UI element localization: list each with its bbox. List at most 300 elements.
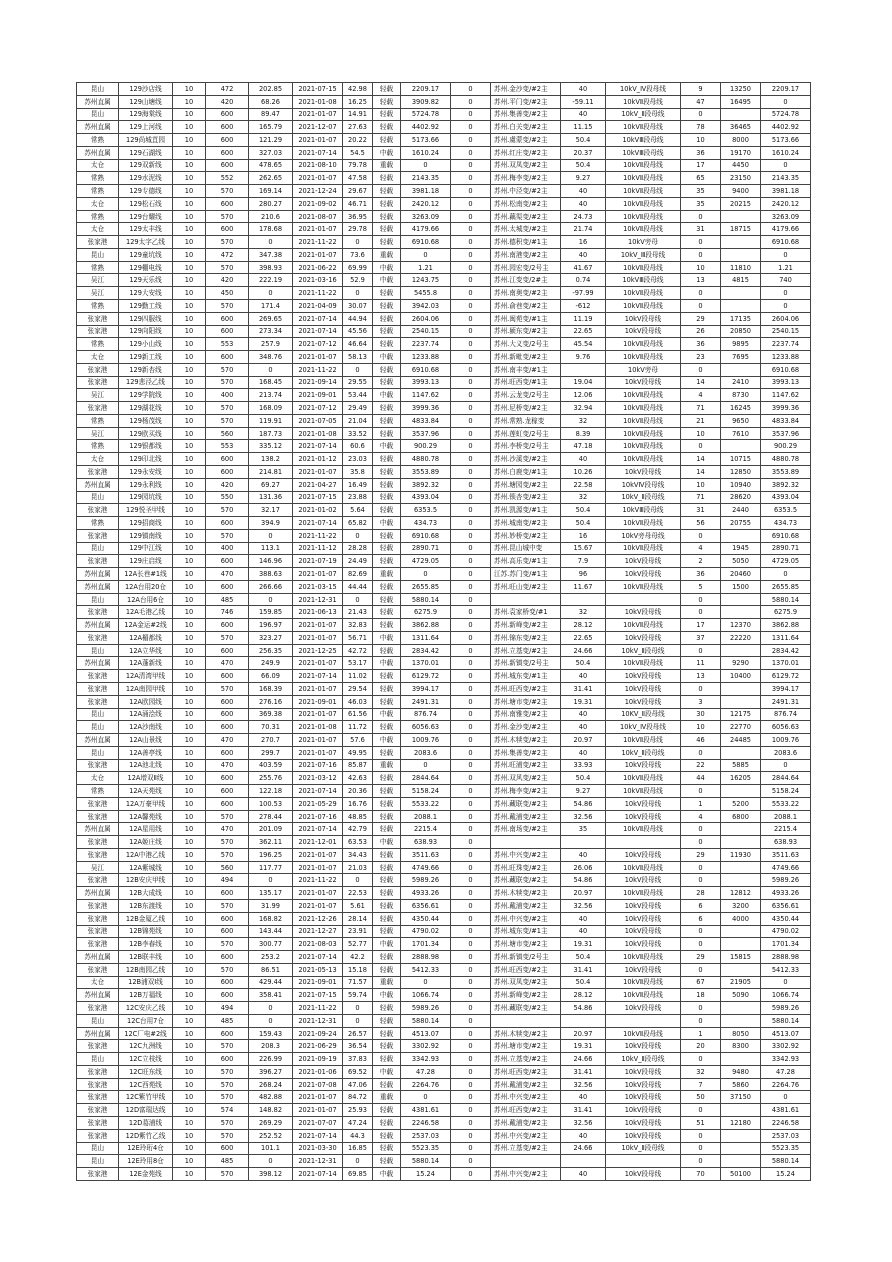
- remaining-capacity-cell: 0: [761, 159, 811, 172]
- current-cell: 478.65: [249, 159, 293, 172]
- region-cell: 太仓: [77, 453, 119, 466]
- installed-capacity-cell: 8050: [721, 1027, 761, 1040]
- remaining-capacity-cell: 4790.02: [761, 925, 811, 938]
- bus-section-cell: 10kVⅡ段母线: [606, 427, 681, 440]
- user-count-cell: 0: [681, 440, 721, 453]
- available-capacity-cell: 5533.22: [401, 797, 451, 810]
- bus-section-cell: [606, 593, 681, 606]
- transformer-value-cell: 40: [561, 185, 606, 198]
- load-rate-cell: 36.95: [343, 210, 373, 223]
- bus-section-cell: 10kVⅣ段母线: [606, 478, 681, 491]
- remaining-capacity-cell: 0: [761, 300, 811, 313]
- remaining-capacity-cell: 3511.63: [761, 848, 811, 861]
- voltage-cell: 10: [173, 185, 206, 198]
- voltage-cell: 10: [173, 159, 206, 172]
- substation-cell: 苏州.塘市变/#2主: [491, 695, 561, 708]
- current-cell: 256.35: [249, 644, 293, 657]
- capacity-cell: 600: [206, 1053, 249, 1066]
- load-status-cell: 轻载: [373, 325, 401, 338]
- installed-capacity-cell: 8000: [721, 134, 761, 147]
- load-rate-cell: 85.87: [343, 759, 373, 772]
- substation-cell: 苏州.旺浦变/#2主: [491, 759, 561, 772]
- transformer-value-cell: 40: [561, 848, 606, 861]
- date-cell: 2021-03-16: [293, 274, 343, 287]
- region-cell: 张家港: [77, 1168, 119, 1181]
- load-rate-cell: 69.85: [343, 1168, 373, 1181]
- installed-capacity-cell: 15815: [721, 951, 761, 964]
- installed-capacity-cell: 2410: [721, 376, 761, 389]
- substation-cell: 江苏.苏门变/#1主: [491, 568, 561, 581]
- remaining-capacity-cell: 3302.92: [761, 1040, 811, 1053]
- load-status-cell: 轻载: [373, 1014, 401, 1027]
- table-row: [77, 185, 811, 198]
- capacity-cell: 746: [206, 606, 249, 619]
- installed-capacity-cell: [721, 823, 761, 836]
- installed-capacity-cell: [721, 236, 761, 249]
- line-name-cell: 129镇南线: [119, 529, 173, 542]
- load-rate-cell: 69.52: [343, 1065, 373, 1078]
- region-cell: 苏州直属: [77, 146, 119, 159]
- table-row: [77, 619, 811, 632]
- region-cell: 张家港: [77, 759, 119, 772]
- bus-section-cell: 10kV段母线: [606, 1104, 681, 1117]
- available-capacity-cell: 2491.31: [401, 695, 451, 708]
- bus-section-cell: 10kV段母线: [606, 312, 681, 325]
- remaining-capacity-cell: 2604.06: [761, 312, 811, 325]
- load-status-cell: 轻载: [373, 504, 401, 517]
- load-rate-cell: 33.52: [343, 427, 373, 440]
- bus-section-cell: 10kVⅡ段母线: [606, 197, 681, 210]
- table-row: [77, 287, 811, 300]
- region-cell: 昆山: [77, 1155, 119, 1168]
- transformer-value-cell: 50.4: [561, 517, 606, 530]
- date-cell: 2021-04-09: [293, 300, 343, 313]
- load-status-cell: 轻载: [373, 121, 401, 134]
- line-name-cell: 12A善亭线: [119, 746, 173, 759]
- zero-cell: 0: [451, 772, 491, 785]
- substation-cell: [491, 836, 561, 849]
- voltage-cell: 10: [173, 925, 206, 938]
- load-status-cell: 轻载: [373, 529, 401, 542]
- bus-section-cell: 10kVⅢ段母线: [606, 274, 681, 287]
- table-row: [77, 823, 811, 836]
- region-cell: 苏州直属: [77, 568, 119, 581]
- line-name-cell: 12A增双Ⅱ线: [119, 772, 173, 785]
- user-count-cell: 36: [681, 146, 721, 159]
- voltage-cell: 10: [173, 619, 206, 632]
- remaining-capacity-cell: 4402.92: [761, 121, 811, 134]
- load-status-cell: 中载: [373, 351, 401, 364]
- capacity-cell: 570: [206, 185, 249, 198]
- user-count-cell: 31: [681, 223, 721, 236]
- substation-cell: 苏州.金沙变/#2主: [491, 721, 561, 734]
- load-rate-cell: 23.91: [343, 925, 373, 938]
- current-cell: 257.9: [249, 338, 293, 351]
- installed-capacity-cell: 23150: [721, 172, 761, 185]
- bus-section-cell: 10kVⅢ段母线: [606, 504, 681, 517]
- capacity-cell: 552: [206, 172, 249, 185]
- table-row: [77, 1129, 811, 1142]
- region-cell: 常熟: [77, 517, 119, 530]
- date-cell: 2021-07-19: [293, 555, 343, 568]
- load-rate-cell: 47.06: [343, 1078, 373, 1091]
- available-capacity-cell: 3537.96: [401, 427, 451, 440]
- load-rate-cell: 0: [343, 529, 373, 542]
- load-rate-cell: 0: [343, 593, 373, 606]
- remaining-capacity-cell: 4393.04: [761, 491, 811, 504]
- capacity-cell: 600: [206, 121, 249, 134]
- current-cell: 0: [249, 1014, 293, 1027]
- substation-cell: 苏州.昆山城中变: [491, 542, 561, 555]
- table-row: [77, 925, 811, 938]
- available-capacity-cell: 4880.78: [401, 453, 451, 466]
- capacity-cell: 450: [206, 287, 249, 300]
- transformer-value-cell: 32: [561, 491, 606, 504]
- transformer-value-cell: 40: [561, 1091, 606, 1104]
- bus-section-cell: 10kV段母线: [606, 670, 681, 683]
- remaining-capacity-cell: 2143.35: [761, 172, 811, 185]
- substation-cell: [491, 1014, 561, 1027]
- bus-section-cell: 10kVⅡ段母线: [606, 261, 681, 274]
- table-row: [77, 836, 811, 849]
- capacity-cell: 600: [206, 785, 249, 798]
- capacity-cell: 470: [206, 568, 249, 581]
- capacity-cell: 553: [206, 440, 249, 453]
- available-capacity-cell: 0: [401, 976, 451, 989]
- user-count-cell: 14: [681, 376, 721, 389]
- line-name-cell: 12B安庆甲线: [119, 874, 173, 887]
- line-name-cell: 129招商线: [119, 517, 173, 530]
- available-capacity-cell: 6129.72: [401, 670, 451, 683]
- load-rate-cell: 84.72: [343, 1091, 373, 1104]
- installed-capacity-cell: 22770: [721, 721, 761, 734]
- capacity-cell: 600: [206, 580, 249, 593]
- user-count-cell: 10: [681, 721, 721, 734]
- load-status-cell: 轻载: [373, 1104, 401, 1117]
- user-count-cell: 36: [681, 568, 721, 581]
- installed-capacity-cell: 21905: [721, 976, 761, 989]
- zero-cell: 0: [451, 185, 491, 198]
- substation-cell: 苏州.戴浦变/#2主: [491, 810, 561, 823]
- user-count-cell: 29: [681, 848, 721, 861]
- load-rate-cell: 29.78: [343, 223, 373, 236]
- load-status-cell: 重载: [373, 976, 401, 989]
- zero-cell: 0: [451, 810, 491, 823]
- table-row: [77, 542, 811, 555]
- bus-section-cell: 10kV旁母: [606, 363, 681, 376]
- installed-capacity-cell: 36465: [721, 121, 761, 134]
- capacity-cell: 600: [206, 1142, 249, 1155]
- line-name-cell: 129天乐线: [119, 274, 173, 287]
- table-body: [77, 83, 811, 1181]
- table-row: [77, 351, 811, 364]
- load-rate-cell: 21.43: [343, 606, 373, 619]
- date-cell: 2021-01-07: [293, 657, 343, 670]
- capacity-cell: 570: [206, 836, 249, 849]
- remaining-capacity-cell: 4350.44: [761, 912, 811, 925]
- load-status-cell: 轻载: [373, 478, 401, 491]
- zero-cell: 0: [451, 402, 491, 415]
- voltage-cell: 10: [173, 976, 206, 989]
- user-count-cell: 71: [681, 402, 721, 415]
- current-cell: 0: [249, 529, 293, 542]
- remaining-capacity-cell: 5158.24: [761, 785, 811, 798]
- voltage-cell: 10: [173, 465, 206, 478]
- bus-section-cell: 10kVⅡ段母线: [606, 989, 681, 1002]
- installed-capacity-cell: [721, 248, 761, 261]
- table-row: [77, 402, 811, 415]
- available-capacity-cell: 4513.07: [401, 1027, 451, 1040]
- load-rate-cell: 16.25: [343, 95, 373, 108]
- user-count-cell: 0: [681, 963, 721, 976]
- available-capacity-cell: 5880.14: [401, 1155, 451, 1168]
- date-cell: 2021-07-12: [293, 338, 343, 351]
- region-cell: 吴江: [77, 427, 119, 440]
- zero-cell: 0: [451, 300, 491, 313]
- substation-cell: 苏州.南港变/#2主: [491, 248, 561, 261]
- available-capacity-cell: 5455.8: [401, 287, 451, 300]
- zero-cell: 0: [451, 976, 491, 989]
- user-count-cell: 22: [681, 759, 721, 772]
- capacity-cell: 600: [206, 912, 249, 925]
- available-capacity-cell: 3981.18: [401, 185, 451, 198]
- region-cell: 张家港: [77, 695, 119, 708]
- transformer-value-cell: 35: [561, 823, 606, 836]
- available-capacity-cell: 3994.17: [401, 682, 451, 695]
- substation-cell: 苏州.藕渠变/#2主: [491, 210, 561, 223]
- installed-capacity-cell: [721, 440, 761, 453]
- transformer-value-cell: 16: [561, 529, 606, 542]
- available-capacity-cell: 2264.76: [401, 1078, 451, 1091]
- installed-capacity-cell: 7610: [721, 427, 761, 440]
- table-row: [77, 734, 811, 747]
- bus-section-cell: 10kV段母线: [606, 810, 681, 823]
- remaining-capacity-cell: 5989.26: [761, 874, 811, 887]
- remaining-capacity-cell: 3553.89: [761, 465, 811, 478]
- table-row: [77, 248, 811, 261]
- current-cell: 32.17: [249, 504, 293, 517]
- remaining-capacity-cell: 2215.4: [761, 823, 811, 836]
- available-capacity-cell: 0: [401, 568, 451, 581]
- substation-cell: 苏州.旺西变/#2主: [491, 1104, 561, 1117]
- load-status-cell: 轻载: [373, 900, 401, 913]
- load-rate-cell: 21.04: [343, 414, 373, 427]
- bus-section-cell: 10kVⅡ段母线: [606, 580, 681, 593]
- user-count-cell: 11: [681, 657, 721, 670]
- substation-cell: [491, 1155, 561, 1168]
- available-capacity-cell: 4933.26: [401, 887, 451, 900]
- load-rate-cell: 24.49: [343, 555, 373, 568]
- date-cell: 2021-07-14: [293, 785, 343, 798]
- load-rate-cell: 57.6: [343, 734, 373, 747]
- line-name-cell: 129石湖线: [119, 146, 173, 159]
- load-rate-cell: 48.85: [343, 810, 373, 823]
- available-capacity-cell: 4833.84: [401, 414, 451, 427]
- voltage-cell: 10: [173, 797, 206, 810]
- user-count-cell: 0: [681, 1142, 721, 1155]
- load-rate-cell: 53.44: [343, 389, 373, 402]
- installed-capacity-cell: 9895: [721, 338, 761, 351]
- zero-cell: 0: [451, 1027, 491, 1040]
- user-count-cell: 0: [681, 236, 721, 249]
- transformer-value-cell: 32.56: [561, 810, 606, 823]
- load-status-cell: 轻载: [373, 453, 401, 466]
- voltage-cell: 10: [173, 670, 206, 683]
- line-name-cell: 12C九洲线: [119, 1040, 173, 1053]
- remaining-capacity-cell: 4933.26: [761, 887, 811, 900]
- line-name-cell: 12A星用线: [119, 823, 173, 836]
- load-status-cell: 轻载: [373, 874, 401, 887]
- available-capacity-cell: 2143.35: [401, 172, 451, 185]
- bus-section-cell: 10kVⅡ段母线: [606, 414, 681, 427]
- transformer-value-cell: 50.4: [561, 772, 606, 785]
- current-cell: 398.93: [249, 261, 293, 274]
- transformer-value-cell: 32: [561, 606, 606, 619]
- region-cell: 常熟: [77, 785, 119, 798]
- user-count-cell: 21: [681, 414, 721, 427]
- substation-cell: 苏州.云龙变/2号主: [491, 389, 561, 402]
- line-name-cell: 129湖花线: [119, 402, 173, 415]
- load-status-cell: 轻载: [373, 963, 401, 976]
- date-cell: 2021-01-02: [293, 504, 343, 517]
- load-rate-cell: 14.91: [343, 108, 373, 121]
- installed-capacity-cell: 4000: [721, 912, 761, 925]
- available-capacity-cell: 3342.93: [401, 1053, 451, 1066]
- load-status-cell: 轻载: [373, 210, 401, 223]
- available-capacity-cell: 3993.13: [401, 376, 451, 389]
- load-status-cell: 轻载: [373, 427, 401, 440]
- line-name-cell: 129大安线: [119, 287, 173, 300]
- installed-capacity-cell: 16205: [721, 772, 761, 785]
- capacity-cell: 600: [206, 159, 249, 172]
- user-count-cell: 10: [681, 261, 721, 274]
- zero-cell: 0: [451, 555, 491, 568]
- voltage-cell: 10: [173, 721, 206, 734]
- bus-section-cell: 10kV段母线: [606, 963, 681, 976]
- installed-capacity-cell: 12850: [721, 465, 761, 478]
- voltage-cell: 10: [173, 568, 206, 581]
- region-cell: 张家港: [77, 1065, 119, 1078]
- installed-capacity-cell: 10400: [721, 670, 761, 683]
- load-rate-cell: 42.63: [343, 772, 373, 785]
- current-cell: 146.96: [249, 555, 293, 568]
- load-rate-cell: 26.57: [343, 1027, 373, 1040]
- load-status-cell: 轻载: [373, 300, 401, 313]
- substation-cell: 苏州.新镇变/2号主: [491, 657, 561, 670]
- region-cell: 张家港: [77, 1117, 119, 1130]
- bus-section-cell: 10kVⅡ段母线: [606, 823, 681, 836]
- region-cell: 昆山: [77, 1053, 119, 1066]
- bus-section-cell: 10kV段母线: [606, 376, 681, 389]
- line-name-cell: 12A山景线: [119, 734, 173, 747]
- substation-cell: 苏州.莲虹变/2号主: [491, 427, 561, 440]
- user-count-cell: 47: [681, 95, 721, 108]
- load-status-cell: 轻载: [373, 236, 401, 249]
- current-cell: 262.65: [249, 172, 293, 185]
- remaining-capacity-cell: 6910.68: [761, 529, 811, 542]
- remaining-capacity-cell: 2083.6: [761, 746, 811, 759]
- date-cell: 2021-01-07: [293, 746, 343, 759]
- zero-cell: 0: [451, 823, 491, 836]
- date-cell: 2021-06-29: [293, 1040, 343, 1053]
- transformer-value-cell: 9.27: [561, 172, 606, 185]
- remaining-capacity-cell: 0: [761, 95, 811, 108]
- current-cell: 369.38: [249, 708, 293, 721]
- region-cell: 张家港: [77, 631, 119, 644]
- bus-section-cell: 10kV段母线: [606, 759, 681, 772]
- current-cell: 403.59: [249, 759, 293, 772]
- zero-cell: 0: [451, 478, 491, 491]
- installed-capacity-cell: 16245: [721, 402, 761, 415]
- load-status-cell: 轻载: [373, 134, 401, 147]
- transformer-value-cell: 54.86: [561, 874, 606, 887]
- user-count-cell: 4: [681, 389, 721, 402]
- voltage-cell: 10: [173, 414, 206, 427]
- capacity-cell: 600: [206, 555, 249, 568]
- date-cell: 2021-08-07: [293, 210, 343, 223]
- load-status-cell: 轻载: [373, 721, 401, 734]
- current-cell: 100.53: [249, 797, 293, 810]
- date-cell: 2021-01-07: [293, 848, 343, 861]
- installed-capacity-cell: 9650: [721, 414, 761, 427]
- transformer-value-cell: 40: [561, 670, 606, 683]
- user-count-cell: 13: [681, 274, 721, 287]
- transformer-value-cell: -612: [561, 300, 606, 313]
- capacity-cell: 570: [206, 1040, 249, 1053]
- zero-cell: 0: [451, 1129, 491, 1142]
- transformer-value-cell: 40: [561, 912, 606, 925]
- available-capacity-cell: 3909.82: [401, 95, 451, 108]
- date-cell: 2021-09-24: [293, 1027, 343, 1040]
- substation-cell: 苏州.虞蒙变/#2主: [491, 134, 561, 147]
- user-count-cell: 0: [681, 606, 721, 619]
- table-row: [77, 1014, 811, 1027]
- installed-capacity-cell: 19170: [721, 146, 761, 159]
- available-capacity-cell: 3553.89: [401, 465, 451, 478]
- load-rate-cell: 58.13: [343, 351, 373, 364]
- installed-capacity-cell: 13250: [721, 83, 761, 96]
- user-count-cell: 0: [681, 529, 721, 542]
- current-cell: 362.11: [249, 836, 293, 849]
- load-rate-cell: 69.99: [343, 261, 373, 274]
- installed-capacity-cell: [721, 593, 761, 606]
- load-rate-cell: 45.56: [343, 325, 373, 338]
- bus-section-cell: 10kVⅡ段母线: [606, 1027, 681, 1040]
- current-cell: 159.85: [249, 606, 293, 619]
- bus-section-cell: 10kV旁母母线: [606, 529, 681, 542]
- user-count-cell: 71: [681, 491, 721, 504]
- capacity-cell: 570: [206, 848, 249, 861]
- date-cell: 2021-05-29: [293, 797, 343, 810]
- table-row: [77, 338, 811, 351]
- table-row: [77, 236, 811, 249]
- available-capacity-cell: 6275.9: [401, 606, 451, 619]
- bus-section-cell: 10kVⅡ段母线: [606, 657, 681, 670]
- current-cell: 348.76: [249, 351, 293, 364]
- bus-section-cell: 10kVⅡ段母线: [606, 338, 681, 351]
- current-cell: 0: [249, 593, 293, 606]
- capacity-cell: 570: [206, 1129, 249, 1142]
- voltage-cell: 10: [173, 1027, 206, 1040]
- remaining-capacity-cell: 0: [761, 1091, 811, 1104]
- table-row: [77, 785, 811, 798]
- load-status-cell: 轻载: [373, 797, 401, 810]
- date-cell: 2021-12-31: [293, 1014, 343, 1027]
- line-name-cell: 12A姬庄线: [119, 836, 173, 849]
- date-cell: 2021-01-07: [293, 568, 343, 581]
- user-count-cell: 14: [681, 465, 721, 478]
- installed-capacity-cell: 22220: [721, 631, 761, 644]
